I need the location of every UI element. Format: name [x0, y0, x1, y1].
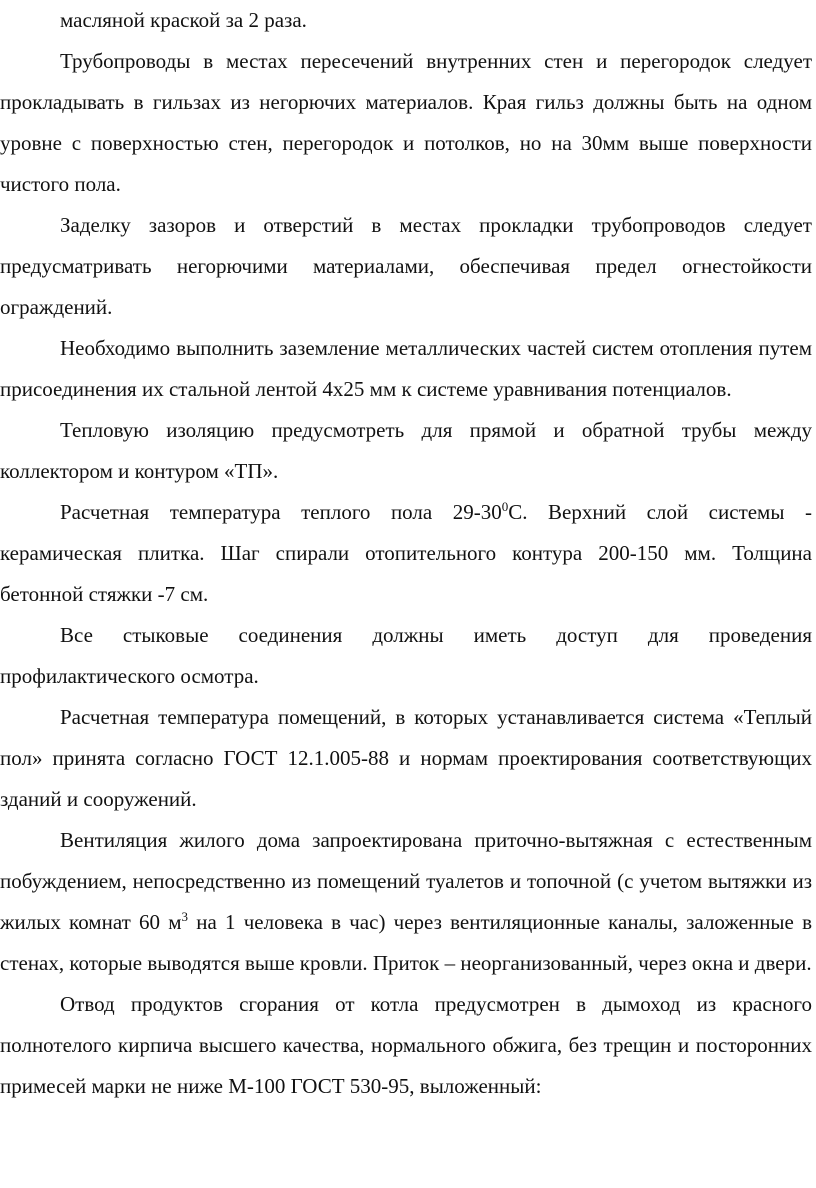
paragraph-text: Все стыковые соединения должны иметь доступ для проведения профилактического осмотра. — [0, 623, 812, 688]
paragraph-gap-sealing — [0, 205, 816, 328]
paragraph-text: Заделку зазоров и отверстий в местах прокладки трубопроводов следует предусматривать негорючими материалами, обеспечивая предел огнестойкости ограждений. — [0, 213, 812, 319]
paragraph-flue — [0, 984, 816, 1107]
degree-superscript: 0 — [501, 499, 509, 514]
paragraph-text: Расчетная температура помещений, в которых устанавливается система «Теплый пол» принята согласно ГОСТ 12.1.005-88 и нормам проектирования соответствующих зданий и сооружений. — [0, 705, 812, 811]
paragraph-ventilation — [0, 820, 816, 984]
paragraph-text: Отвод продуктов сгорания от котла предусмотрен в дымоход из красного полнотелого кирпича высшего качества, нормального обжига, без трещин и посторонних примесей марки не ниже М-100 ГОСТ 530-95, выложенный: — [0, 992, 812, 1098]
paragraph-room-temperature — [0, 697, 816, 820]
paragraph-text: Необходимо выполнить заземление металлических частей систем отопления путем присоединения их стальной лентой 4х25 мм к системе уравнивания потенциалов. — [0, 336, 812, 401]
paragraph-text: Трубопроводы в местах пересечений внутренних стен и перегородок следует прокладывать в гильзах из негорючих материалов. Края гильз должны быть на одном уровне с поверхностью стен, перегородок и потолков, но на 30мм выше поверхности чистого пола. — [0, 49, 812, 196]
paragraph-text: масляной краской за 2 раза. — [60, 8, 307, 32]
paragraph-grounding — [0, 328, 816, 410]
paragraph-text: Тепловую изоляцию предусмотреть для прямой и обратной трубы между коллектором и контуром «ТП». — [0, 418, 812, 483]
paragraph-joints-access — [0, 615, 816, 697]
paragraph-text-continued: на 1 человека в час) через вентиляционные каналы, заложенные в стенах, которые выводятся выше кровли. Приток – неорганизованный, через окна и двери. — [0, 910, 812, 975]
cubic-superscript: 3 — [181, 909, 188, 924]
paragraph-text: Расчетная температура теплого пола 29-30 — [60, 500, 502, 524]
paragraph-text-continued: С. Верхний слой системы - керамическая плитка. Шаг спирали отопительного контура 200-150 мм. Толщина бетонной стяжки -7 см. — [0, 500, 812, 606]
paragraph-thermal-insulation — [0, 410, 816, 492]
paragraph-paint — [0, 0, 816, 41]
paragraph-floor-temperature — [0, 492, 816, 615]
paragraph-text: Вентиляция жилого дома запроектирована приточно-вытяжная с естественным побуждением, непосредственно из помещений туалетов и топочной (с учетом вытяжки из жилых комнат 60 м — [0, 828, 812, 934]
paragraph-pipe-sleeves — [0, 41, 816, 205]
